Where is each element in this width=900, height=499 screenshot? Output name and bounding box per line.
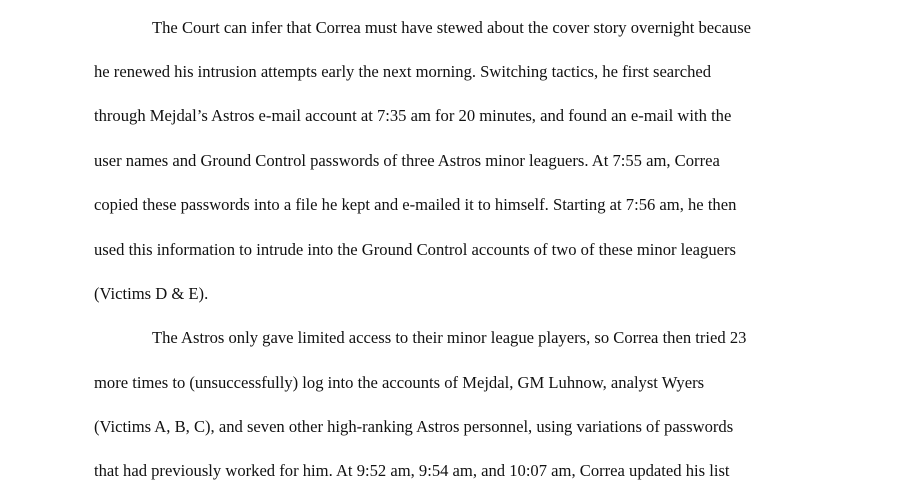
text-line: (Victims D & E).: [94, 284, 209, 303]
text-line: copied these passwords into a file he kept and e-mailed it to himself. Starting at 7:56 am, he then: [94, 195, 737, 214]
text-line: used this information to intrude into the Ground Control accounts of two of these minor leaguers: [94, 240, 736, 259]
text-line: The Astros only gave limited access to their minor league players, so Correa then tried 23: [152, 328, 747, 347]
text-line: through Mejdal’s Astros e-mail account at 7:35 am for 20 minutes, and found an e-mail with the: [94, 106, 732, 125]
text-line: he renewed his intrusion attempts early the next morning. Switching tactics, he first searched: [94, 62, 712, 81]
text-line: (Victims A, B, C), and seven other high-ranking Astros personnel, using variations of passwords: [94, 417, 734, 436]
text-line: user names and Ground Control passwords of three Astros minor leaguers. At 7:55 am, Correa: [94, 151, 720, 170]
text-line: The Court can infer that Correa must have stewed about the cover story overnight because: [152, 18, 752, 37]
text-line: that had previously worked for him. At 9:52 am, 9:54 am, and 10:07 am, Correa updated his list: [94, 461, 730, 480]
text-line: more times to (unsuccessfully) log into the accounts of Mejdal, GM Luhnow, analyst Wyers: [94, 373, 705, 392]
